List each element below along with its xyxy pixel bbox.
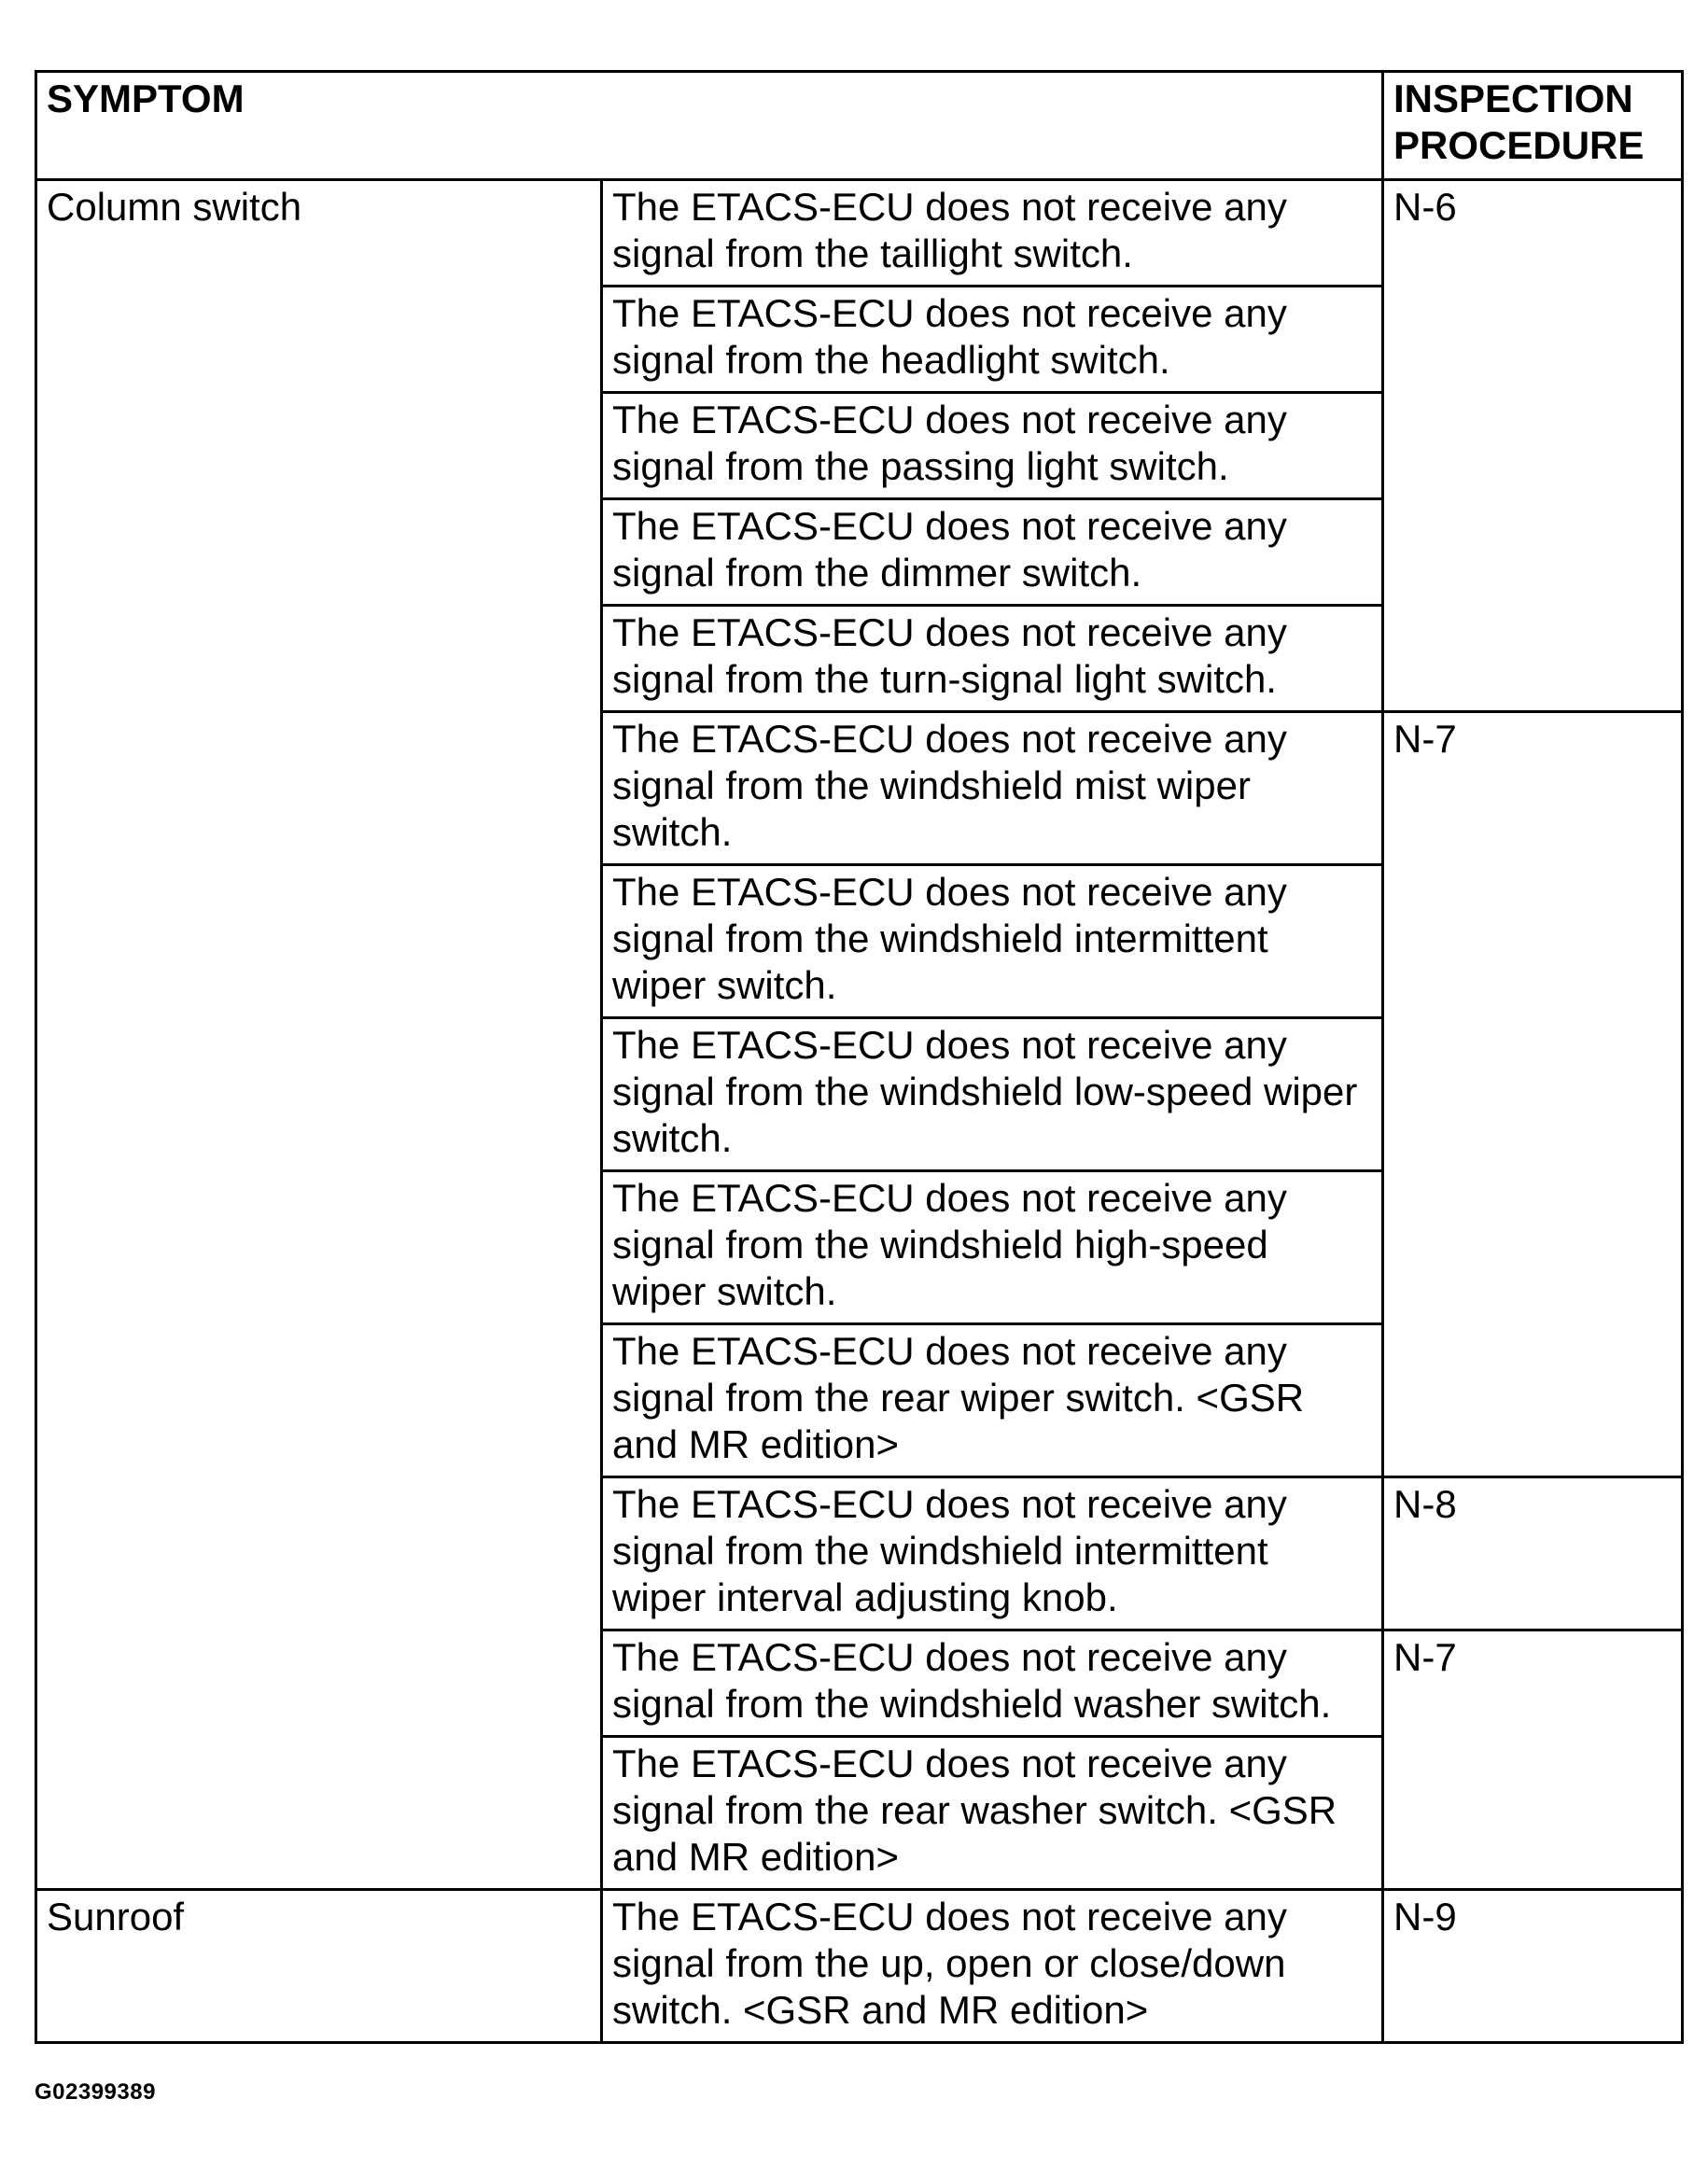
inspection-procedure-cell: N-7 — [1383, 712, 1683, 1477]
description-line: The ETACS-ECU does not receive any — [612, 1742, 1287, 1785]
inspection-procedure-cell: N-7 — [1383, 1630, 1683, 1890]
description-line: signal from the dimmer switch. — [612, 551, 1142, 595]
symptom-description-cell — [602, 712, 1383, 865]
symptom-table — [35, 70, 1684, 2044]
symptom-description-cell — [602, 1171, 1383, 1324]
symptom-description-cell — [602, 287, 1383, 393]
table-body — [36, 180, 1683, 2043]
description-line: The ETACS-ECU does not receive any — [612, 1482, 1287, 1526]
description-line: The ETACS-ECU does not receive any — [612, 1023, 1287, 1067]
table-row — [36, 1890, 1683, 2043]
symptom-group-cell: Sunroof — [36, 1890, 602, 2043]
description-line: wiper switch. — [612, 963, 837, 1007]
inspection-procedure-header-line2: PROCEDURE — [1393, 123, 1645, 167]
symptom-description-cell — [602, 606, 1383, 712]
symptom-description-cell — [602, 1018, 1383, 1171]
description-line: The ETACS-ECU does not receive any — [612, 398, 1287, 441]
inspection-procedure-cell: N-6 — [1383, 180, 1683, 712]
symptom-description-cell — [602, 1477, 1383, 1630]
description-line: signal from the windshield low-speed wiper — [612, 1070, 1358, 1113]
symptom-description-cell — [602, 1324, 1383, 1477]
description-line: signal from the rear wiper switch. <GSR — [612, 1376, 1305, 1420]
description-line: The ETACS-ECU does not receive any — [612, 717, 1287, 761]
description-line: signal from the passing light switch. — [612, 444, 1229, 488]
description-line: The ETACS-ECU does not receive any — [612, 1635, 1287, 1679]
description-line: and MR edition> — [612, 1835, 900, 1879]
inspection-procedure-header — [1383, 72, 1683, 180]
description-line: and MR edition> — [612, 1422, 900, 1466]
symptom-description-cell — [602, 865, 1383, 1018]
symptom-header: SYMPTOM — [36, 72, 1383, 180]
description-line: The ETACS-ECU does not receive any — [612, 1329, 1287, 1373]
description-line: The ETACS-ECU does not receive any — [612, 1176, 1287, 1220]
description-line: The ETACS-ECU does not receive any — [612, 610, 1287, 654]
description-line: signal from the windshield intermittent — [612, 917, 1268, 960]
description-line: The ETACS-ECU does not receive any — [612, 291, 1287, 335]
description-line: The ETACS-ECU does not receive any — [612, 1895, 1287, 1938]
description-line: signal from the rear washer switch. <GSR — [612, 1788, 1337, 1832]
description-line: The ETACS-ECU does not receive any — [612, 870, 1287, 914]
description-line: switch. — [612, 810, 733, 854]
symptom-description-cell — [602, 1737, 1383, 1890]
description-line: signal from the windshield high-speed — [612, 1223, 1268, 1266]
inspection-procedure-cell: N-9 — [1383, 1890, 1683, 2043]
description-line: switch. <GSR and MR edition> — [612, 1988, 1149, 2032]
figure-id: G02399389 — [35, 2079, 156, 2105]
description-line: The ETACS-ECU does not receive any — [612, 504, 1287, 548]
description-line: signal from the windshield mist wiper — [612, 763, 1251, 807]
description-line: signal from the windshield washer switch. — [612, 1682, 1332, 1726]
description-line: signal from the taillight switch. — [612, 231, 1133, 275]
description-line: signal from the headlight switch. — [612, 338, 1170, 382]
description-line: switch. — [612, 1116, 733, 1160]
symptom-description-cell — [602, 393, 1383, 499]
description-line: wiper interval adjusting knob. — [612, 1575, 1118, 1619]
symptom-description-cell — [602, 180, 1383, 287]
symptom-description-cell — [602, 499, 1383, 606]
description-line: signal from the windshield intermittent — [612, 1529, 1268, 1573]
symptom-group-cell: Column switch — [36, 180, 602, 1890]
symptom-description-cell — [602, 1890, 1383, 2043]
description-line: signal from the turn-signal light switch. — [612, 657, 1277, 701]
symptom-description-cell — [602, 1630, 1383, 1737]
inspection-procedure-cell: N-8 — [1383, 1477, 1683, 1630]
header-row — [36, 72, 1683, 180]
description-line: wiper switch. — [612, 1269, 837, 1313]
table-row — [36, 180, 1683, 287]
description-line: The ETACS-ECU does not receive any — [612, 185, 1287, 229]
inspection-procedure-header-line1: INSPECTION — [1393, 77, 1633, 120]
description-line: signal from the up, open or close/down — [612, 1941, 1286, 1985]
